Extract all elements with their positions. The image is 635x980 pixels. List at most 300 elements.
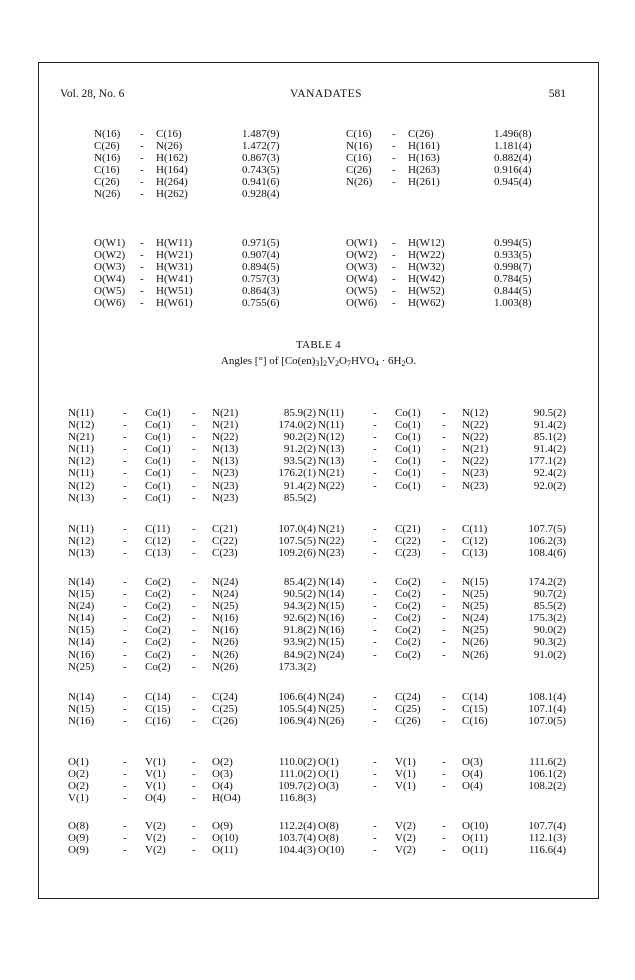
bond-row: [94, 164, 344, 176]
atom: V(1): [395, 756, 416, 768]
atom: O(4): [145, 792, 166, 805]
bond-dash: -: [123, 636, 127, 649]
angle-row: [68, 780, 323, 792]
bond-dash: -: [192, 780, 196, 793]
angle-value: 107.1(4): [528, 703, 566, 716]
angle-row: [68, 703, 323, 715]
bond-row: [346, 152, 596, 164]
angle-row: [68, 661, 323, 673]
angle-row: [318, 636, 573, 648]
bond-dash: -: [442, 780, 446, 793]
bond-dash: -: [123, 715, 127, 728]
atom: O(2): [68, 780, 89, 793]
atom: Co(1): [145, 491, 171, 504]
bond-row: [346, 128, 596, 140]
angle-row: [68, 431, 323, 443]
angle-value: 106.2(3): [528, 535, 566, 548]
angle-row: [318, 455, 573, 467]
bond-dash: -: [442, 523, 446, 535]
bond-length: 0.784(5): [494, 273, 532, 286]
atom: N(14): [68, 636, 95, 649]
bond-row: [94, 188, 344, 200]
angle-value: 174.2(2): [528, 576, 566, 588]
atom: H(W61): [156, 297, 193, 310]
bond-length: 0.894(5): [242, 261, 280, 274]
bond-row: [94, 273, 344, 285]
bond-dash: -: [192, 600, 196, 613]
bond-dash: -: [392, 176, 396, 189]
atom: N(14): [68, 576, 95, 588]
angle-value: 90.0(2): [533, 624, 566, 637]
atom: O(W2): [94, 249, 126, 262]
atom: Co(1): [395, 467, 421, 480]
angle-value: 85.4(2): [283, 576, 316, 588]
atom: C(13): [145, 547, 171, 560]
atom: N(11): [318, 419, 344, 432]
atom: Co(1): [395, 479, 421, 492]
bond-dash: -: [442, 535, 446, 548]
atom: C(26): [212, 715, 238, 728]
bond-dash: -: [123, 691, 127, 703]
atom: Co(2): [145, 612, 171, 625]
atom: Co(1): [145, 479, 171, 492]
atom: C(16): [346, 128, 372, 140]
atom: Co(2): [145, 636, 171, 649]
bond-dash: -: [442, 715, 446, 728]
atom: N(12): [68, 535, 95, 548]
angle-value: 90.3(2): [533, 636, 566, 649]
atom: N(16): [94, 128, 121, 140]
bond-dash: -: [192, 491, 196, 504]
bond-dash: -: [373, 612, 377, 625]
bond-dash: -: [140, 152, 144, 165]
bond-length: 0.916(4): [494, 164, 532, 177]
atom: O(8): [318, 820, 339, 832]
angle-row: [318, 407, 573, 419]
angle-row: [318, 715, 573, 727]
atom: N(25): [462, 588, 489, 601]
angle-value: 110.0(2): [278, 756, 316, 768]
bond-length: 0.757(3): [242, 273, 280, 286]
bond-dash: -: [373, 820, 377, 832]
atom: V(2): [395, 844, 416, 857]
bond-column-right: [346, 128, 596, 188]
atom: N(25): [212, 600, 239, 613]
angle-value: 107.5(5): [278, 535, 316, 548]
angle-value: 107.7(5): [528, 523, 566, 535]
atom: O(8): [68, 820, 89, 832]
angle-value: 92.4(2): [533, 467, 566, 480]
angle-value: 84.9(2): [283, 648, 316, 661]
angle-value: 107.7(4): [528, 820, 566, 832]
atom: C(16): [156, 128, 182, 140]
angle-value: 90.5(2): [533, 407, 566, 419]
bond-dash: -: [442, 455, 446, 468]
bond-dash: -: [140, 261, 144, 274]
atom: Co(2): [395, 612, 421, 625]
atom: C(11): [145, 523, 171, 535]
angle-row: [68, 636, 323, 648]
bond-dash: -: [373, 691, 377, 703]
atom: N(26): [156, 140, 183, 153]
atom: O(W1): [346, 237, 378, 249]
angle-column-left: [68, 756, 323, 804]
bond-dash: -: [192, 636, 196, 649]
bond-dash: -: [373, 523, 377, 535]
atom: N(16): [94, 152, 121, 165]
bond-dash: -: [123, 703, 127, 716]
bond-dash: -: [442, 624, 446, 637]
bond-dash: -: [392, 128, 396, 140]
atom: N(22): [462, 419, 489, 432]
bond-dash: -: [123, 820, 127, 832]
atom: C(13): [462, 547, 488, 560]
atom: O(3): [318, 780, 339, 793]
angle-row: [318, 691, 573, 703]
atom: O(W4): [94, 273, 126, 286]
atom: N(26): [212, 636, 239, 649]
atom: N(25): [68, 660, 95, 673]
angle-column-left: [68, 523, 323, 559]
angle-row: [318, 649, 573, 661]
atom: N(21): [68, 431, 95, 444]
bond-dash: -: [192, 419, 196, 432]
angle-value: 108.1(4): [528, 691, 566, 703]
bond-dash: -: [392, 140, 396, 153]
bond-dash: -: [192, 407, 196, 419]
atom: Co(2): [395, 588, 421, 601]
atom: C(11): [462, 523, 488, 535]
atom: V(1): [68, 792, 89, 805]
bond-dash: -: [192, 443, 196, 456]
bond-dash: -: [123, 407, 127, 419]
bond-length: 0.941(6): [242, 176, 280, 189]
atom: N(26): [318, 715, 345, 728]
bond-dash: -: [192, 660, 196, 673]
atom: C(22): [395, 535, 421, 548]
atom: H(W52): [408, 285, 445, 298]
bond-row: [346, 297, 596, 309]
bond-dash: -: [373, 547, 377, 560]
atom: N(21): [318, 467, 345, 480]
bond-dash: -: [140, 237, 144, 249]
bond-length: 0.743(5): [242, 164, 280, 177]
angle-value: 107.0(4): [278, 523, 316, 535]
atom: Co(2): [145, 576, 171, 588]
bond-dash: -: [140, 285, 144, 298]
atom: H(164): [156, 164, 188, 177]
bond-row: [346, 140, 596, 152]
atom: O(11): [462, 844, 488, 857]
atom: C(15): [145, 703, 171, 716]
atom: Co(1): [145, 443, 171, 456]
angle-column-right: [318, 820, 573, 856]
bond-dash: -: [192, 467, 196, 480]
bond-length: 0.998(7): [494, 261, 532, 274]
atom: Co(1): [395, 419, 421, 432]
atom: N(24): [212, 588, 239, 601]
atom: C(26): [94, 140, 120, 153]
angle-value: 108.4(6): [528, 547, 566, 560]
atom: O(11): [462, 832, 488, 845]
atom: V(2): [395, 820, 416, 832]
bond-dash: -: [373, 467, 377, 480]
atom: N(26): [462, 648, 489, 661]
atom: O(9): [212, 820, 233, 832]
atom: N(16): [212, 612, 239, 625]
atom: N(13): [68, 491, 95, 504]
table-caption: [38, 337, 599, 369]
atom: N(16): [212, 624, 239, 637]
angle-value: 91.4(2): [533, 419, 566, 432]
bond-dash: -: [442, 648, 446, 661]
angle-value: 109.2(6): [278, 547, 316, 560]
bond-dash: -: [373, 624, 377, 637]
bond-length: 0.971(5): [242, 237, 280, 249]
bond-row: [346, 164, 596, 176]
atom: H(W22): [408, 249, 445, 262]
atom: H(W12): [408, 237, 445, 249]
table-title: Angles [°] of $[Co(en)_3]_2V_2O_7HVO_4 \cdot 6H_2O$.: [220, 355, 417, 368]
atom: C(14): [462, 691, 488, 703]
atom: Co(2): [395, 600, 421, 613]
atom: N(14): [318, 588, 345, 601]
atom: N(15): [318, 636, 345, 649]
bond-length: 0.994(5): [494, 237, 532, 249]
atom: N(16): [68, 715, 95, 728]
bond-column-left: [94, 128, 344, 201]
bond-dash: -: [373, 588, 377, 601]
bond-length: 1.181(4): [494, 140, 532, 153]
angle-row: [68, 588, 323, 600]
atom: O(1): [318, 768, 339, 781]
bond-length: 0.755(6): [242, 297, 280, 310]
angle-column-right: [318, 523, 573, 559]
atom: N(23): [462, 479, 489, 492]
atom: Co(1): [145, 431, 171, 444]
bond-dash: -: [373, 407, 377, 419]
bond-row: [346, 249, 596, 261]
bond-dash: -: [123, 660, 127, 673]
bond-dash: -: [123, 768, 127, 781]
angle-row: [318, 756, 573, 768]
atom: V(2): [145, 832, 166, 845]
bond-dash: -: [123, 491, 127, 504]
angle-row: [68, 600, 323, 612]
atom: C(12): [145, 535, 171, 548]
bond-dash: -: [123, 648, 127, 661]
atom: H(161): [408, 140, 440, 153]
atom: N(26): [212, 648, 239, 661]
bond-dash: -: [373, 768, 377, 781]
angle-value: 106.9(4): [278, 715, 316, 728]
atom: V(1): [395, 768, 416, 781]
bond-length: 1.472(7): [242, 140, 280, 153]
atom: C(24): [212, 691, 238, 703]
bond-dash: -: [442, 443, 446, 456]
atom: N(24): [318, 648, 345, 661]
angle-row: [68, 480, 323, 492]
bond-dash: -: [442, 832, 446, 845]
atom: C(16): [145, 715, 171, 728]
angle-value: 92.0(2): [533, 479, 566, 492]
angle-value: 91.8(2): [283, 624, 316, 637]
bond-row: [94, 140, 344, 152]
journal-reference: Vol. 28, No. 6: [60, 88, 125, 100]
angle-row: [68, 492, 323, 504]
atom: N(24): [68, 600, 95, 613]
atom: Co(2): [395, 624, 421, 637]
atom: C(23): [395, 547, 421, 560]
angle-row: [68, 612, 323, 624]
atom: N(22): [462, 431, 489, 444]
bond-dash: -: [123, 419, 127, 432]
bond-dash: -: [392, 297, 396, 310]
bond-length: 0.945(4): [494, 176, 532, 189]
atom: Co(2): [145, 588, 171, 601]
angle-value: 93.5(2): [283, 455, 316, 468]
atom: V(1): [145, 756, 166, 768]
angle-row: [68, 443, 323, 455]
atom: C(16): [346, 152, 372, 165]
bond-dash: -: [442, 431, 446, 444]
angle-value: 112.1(3): [528, 832, 566, 845]
atom: C(16): [94, 164, 120, 177]
atom: Co(1): [395, 455, 421, 468]
atom: N(15): [462, 576, 489, 588]
atom: V(2): [145, 844, 166, 857]
bond-dash: -: [123, 576, 127, 588]
angle-column-left: [68, 407, 323, 504]
angle-row: [318, 612, 573, 624]
bond-dash: -: [192, 523, 196, 535]
bond-dash: -: [373, 419, 377, 432]
atom: Co(2): [145, 624, 171, 637]
atom: N(16): [68, 648, 95, 661]
atom: H(W41): [156, 273, 193, 286]
atom: V(2): [395, 832, 416, 845]
running-title: VANADATES: [290, 88, 363, 100]
atom: N(21): [462, 443, 489, 456]
bond-dash: -: [442, 691, 446, 703]
atom: O(W3): [346, 261, 378, 274]
atom: O(11): [212, 844, 238, 857]
angle-row: [318, 523, 573, 535]
bond-row: [346, 176, 596, 188]
bond-dash: -: [442, 588, 446, 601]
bond-dash: -: [192, 820, 196, 832]
atom: O(W5): [346, 285, 378, 298]
angle-value: 91.4(2): [283, 479, 316, 492]
atom: C(26): [408, 128, 434, 140]
bond-row: [94, 285, 344, 297]
atom: N(12): [68, 455, 95, 468]
atom: Co(2): [395, 576, 421, 588]
atom: O(W6): [94, 297, 126, 310]
atom: N(16): [318, 624, 345, 637]
bond-length: 0.844(5): [494, 285, 532, 298]
bond-dash: -: [442, 768, 446, 781]
atom: O(1): [318, 756, 339, 768]
angle-row: [318, 576, 573, 588]
angle-row: [318, 431, 573, 443]
bond-dash: -: [123, 624, 127, 637]
bond-dash: -: [140, 188, 144, 201]
angle-row: [318, 844, 573, 856]
atom: N(11): [68, 443, 94, 456]
bond-dash: -: [442, 612, 446, 625]
angle-column-right: [318, 691, 573, 727]
angle-row: [318, 703, 573, 715]
bond-dash: -: [373, 648, 377, 661]
bond-dash: -: [442, 419, 446, 432]
atom: N(24): [462, 612, 489, 625]
atom: H(W42): [408, 273, 445, 286]
atom: O(4): [462, 768, 483, 781]
atom: N(15): [68, 703, 95, 716]
angle-value: 85.5(2): [283, 491, 316, 504]
bond-dash: -: [442, 479, 446, 492]
bond-dash: -: [442, 820, 446, 832]
atom: Co(1): [395, 431, 421, 444]
bond-dash: -: [392, 164, 396, 177]
bond-dash: -: [442, 576, 446, 588]
bond-dash: -: [392, 285, 396, 298]
atom: V(1): [145, 780, 166, 793]
atom: O(1): [68, 756, 89, 768]
bond-dash: -: [123, 792, 127, 805]
bond-dash: -: [123, 479, 127, 492]
atom: H(163): [408, 152, 440, 165]
atom: H(W31): [156, 261, 193, 274]
angle-row: [68, 624, 323, 636]
atom: N(22): [318, 535, 345, 548]
atom: N(25): [318, 703, 345, 716]
angle-value: 105.5(4): [278, 703, 316, 716]
bond-dash: -: [192, 431, 196, 444]
atom: N(23): [212, 467, 239, 480]
angle-row: [318, 600, 573, 612]
bond-dash: -: [123, 844, 127, 857]
atom: Co(2): [395, 648, 421, 661]
bond-dash: -: [373, 636, 377, 649]
atom: N(23): [212, 479, 239, 492]
bond-dash: -: [192, 703, 196, 716]
bond-dash: -: [442, 636, 446, 649]
atom: O(3): [462, 756, 483, 768]
angle-value: 85.1(2): [533, 431, 566, 444]
atom: Co(1): [395, 443, 421, 456]
bond-dash: -: [373, 715, 377, 728]
angle-value: 94.3(2): [283, 600, 316, 613]
atom: H(W21): [156, 249, 193, 262]
angle-row: [68, 407, 323, 419]
bond-length: 0.933(5): [494, 249, 532, 262]
atom: N(21): [212, 407, 239, 419]
angle-value: 106.6(4): [278, 691, 316, 703]
atom: H(263): [408, 164, 440, 177]
angle-value: 175.3(2): [528, 612, 566, 625]
angle-row: [318, 780, 573, 792]
atom: N(12): [68, 479, 95, 492]
angle-row: [68, 832, 323, 844]
angle-row: [68, 649, 323, 661]
bond-dash: -: [123, 443, 127, 456]
atom: C(22): [212, 535, 238, 548]
bond-dash: -: [123, 547, 127, 560]
bond-dash: -: [192, 547, 196, 560]
atom: N(26): [462, 636, 489, 649]
